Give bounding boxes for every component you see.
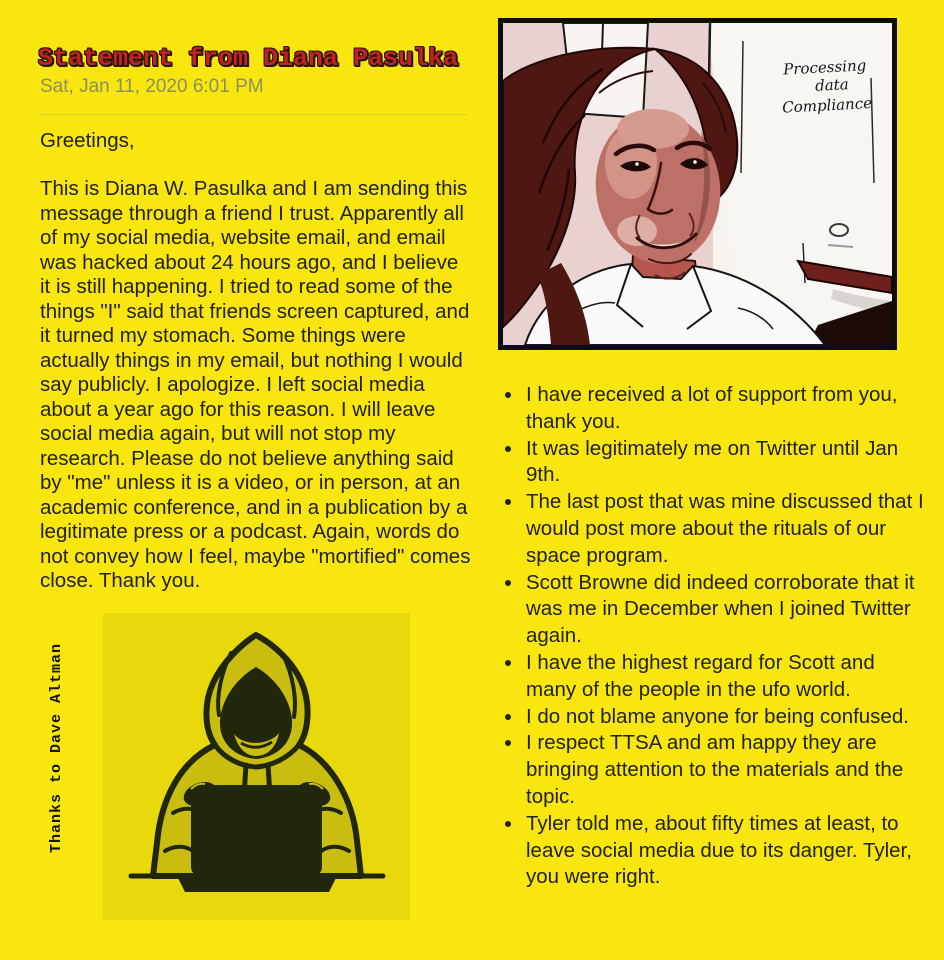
bullet-item: • I have received a lot of support from you, thank you. [524, 382, 924, 436]
bullet-item: • I respect TTSA and am happy they are bringing attention to the materials and the topic. [524, 730, 924, 810]
portrait-photo [498, 18, 897, 350]
bullet-item: • Scott Browne did indeed corroborate that it was me in December when I joined Twitter again. [524, 570, 924, 650]
handwriting-line-2: data [814, 75, 850, 95]
handwriting-line-3: Compliance [781, 93, 873, 117]
diana-pasulka-portrait-image [503, 23, 892, 345]
timestamp: Sat, Jan 11, 2020 6:01 PM [40, 76, 264, 97]
bullet-item: • It was legitimately me on Twitter until Jan 9th. [524, 436, 924, 490]
bullet-item: • The last post that was mine discussed that I would post more about the rituals of our space program. [524, 489, 924, 569]
bullet-item: • I do not blame anyone for being confused. [524, 704, 924, 731]
statement-paragraph: This is Diana W. Pasulka and I am sending this message through a friend I trust. Apparently all of my social media, website email, and email was hacked about 24 hours ago, and I believe it is still happening. I tried to read some of the things "I" said that friends screen captured, and it turned my stomach. Some things were actually things in my email, but nothing I would say publicly. I apologize. I left social media about a year ago for this reason. I will leave social media again, but will not stop my research. Please do not believe anything said by "me" unless it is a video, or in person, at an academic conference, and in a publication by a legitimate press or a podcast. Again, words do not convey how I feel, maybe "mortified" comes close. Thank you. [40, 177, 471, 592]
bullet-list [498, 382, 924, 891]
bullet-item: • Tyler told me, about fifty times at least, to leave social media due to its danger. Tyler, you were right. [524, 811, 924, 891]
bullet-item: • I have the highest regard for Scott and many of the people in the ufo world. [524, 650, 924, 704]
greeting-text: Greetings, [40, 129, 135, 152]
page-title: Statement from Diana Pasulka [38, 43, 459, 73]
handwriting-line-1: Processing [782, 56, 867, 79]
hacker-illustration [103, 613, 410, 920]
credit-vertical-text: Thanks to Dave Altman [48, 642, 65, 853]
hacker-at-laptop-icon [103, 613, 410, 920]
divider [40, 114, 467, 115]
